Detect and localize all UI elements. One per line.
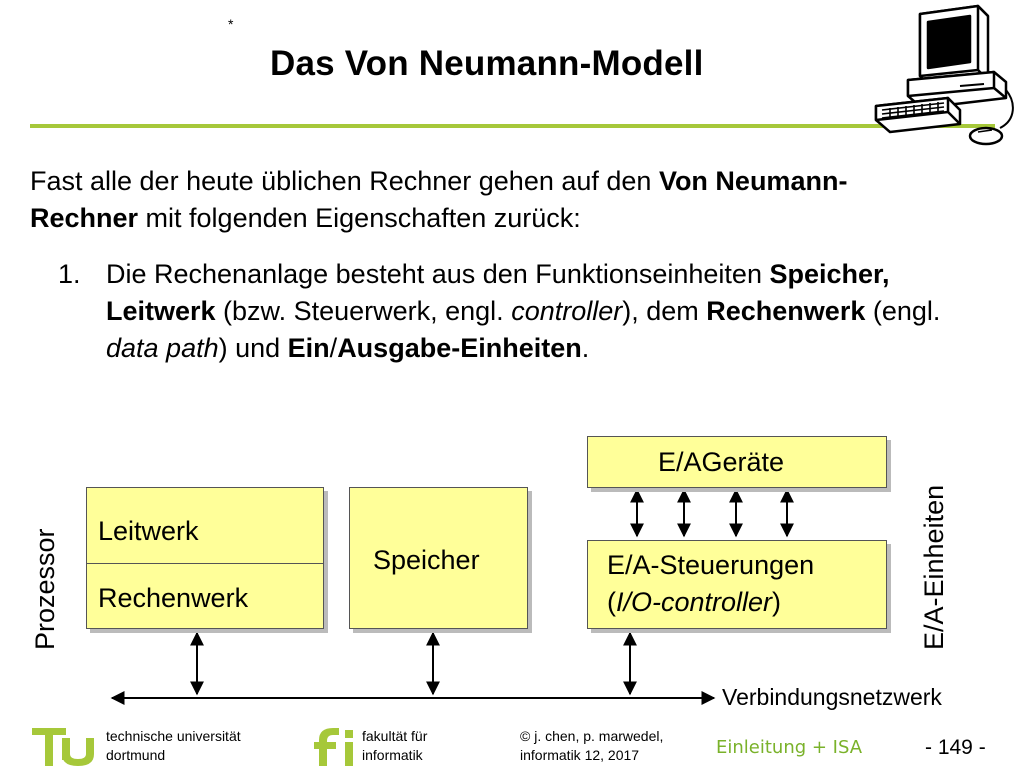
item-bold-3: Ein (287, 333, 330, 363)
io-controller-box (587, 540, 887, 629)
io-paren-close: ) (772, 587, 782, 617)
intro-text-1: Fast alle der heute üblichen Rechner gehen auf den (30, 166, 659, 196)
speicher-label: Speicher (373, 545, 480, 575)
leitwerk-label: Leitwerk (98, 516, 199, 546)
intro-text-2: mit folgenden Eigenschaften zurück: (138, 203, 581, 233)
processor-box (86, 487, 324, 629)
item-bold-1: Speicher, Leitwerk (106, 259, 890, 326)
footer-copyright-line1: © j. chen, p. marwedel, (520, 728, 664, 744)
processor-side-label: Prozessor (30, 528, 60, 650)
footer-university-line1: technische universität (106, 728, 241, 744)
footer-faculty-line1: fakultät für (362, 728, 428, 744)
item-text-2: (bzw. Steuerwerk, engl. (215, 296, 512, 326)
item-italic-1: controller (511, 296, 623, 326)
item-text-3: ), dem (622, 296, 707, 326)
list-item-number: 1. (58, 259, 81, 289)
footer-faculty-line2: informatik (362, 747, 423, 763)
io-paren-open: ( (607, 587, 616, 617)
rechenwerk-label: Rechenwerk (98, 583, 249, 613)
memory-box (349, 487, 528, 629)
io-devices-box (587, 436, 887, 488)
fi-logo-icon (313, 724, 359, 768)
io-controller-english-label (607, 587, 781, 618)
item-bold-4: Ausgabe-Einheiten (337, 333, 582, 363)
io-controller-label: E/A-Steuerungen (607, 550, 815, 580)
footer-university-line2: dortmund (106, 747, 166, 763)
slide-title: Das Von Neumann-Modell (270, 44, 704, 83)
io-units-side-label: E/A-Einheiten (919, 484, 949, 650)
item-bold-2: Rechenwerk (706, 296, 866, 326)
item-text-4: (engl. (865, 296, 941, 326)
intro-bold-term: Von Neumann-Rechner (30, 166, 848, 233)
page-number: - 149 - (925, 736, 986, 759)
footer-university (106, 727, 241, 765)
item-italic-2: data path (106, 333, 219, 363)
footer-faculty (362, 727, 427, 765)
io-controller-term: I/O-controller (616, 587, 773, 617)
footer-copyright (520, 727, 663, 765)
tu-logo-icon (30, 724, 100, 768)
io-devices-label: E/AGeräte (658, 447, 785, 477)
bus-label: Verbindungsnetzwerk (722, 684, 942, 710)
footer-copyright-line2: informatik 12, 2017 (520, 747, 640, 763)
header-asterisk: * (228, 16, 234, 32)
item-text-7: . (581, 333, 590, 363)
processor-divider (87, 563, 323, 564)
item-text-1: Die Rechenanlage besteht aus den Funktionseinheiten (106, 259, 770, 289)
footer-topic: Einleitung + ISA (716, 737, 863, 758)
item-text-6: / (329, 333, 338, 363)
item-text-5: ) und (218, 333, 288, 363)
